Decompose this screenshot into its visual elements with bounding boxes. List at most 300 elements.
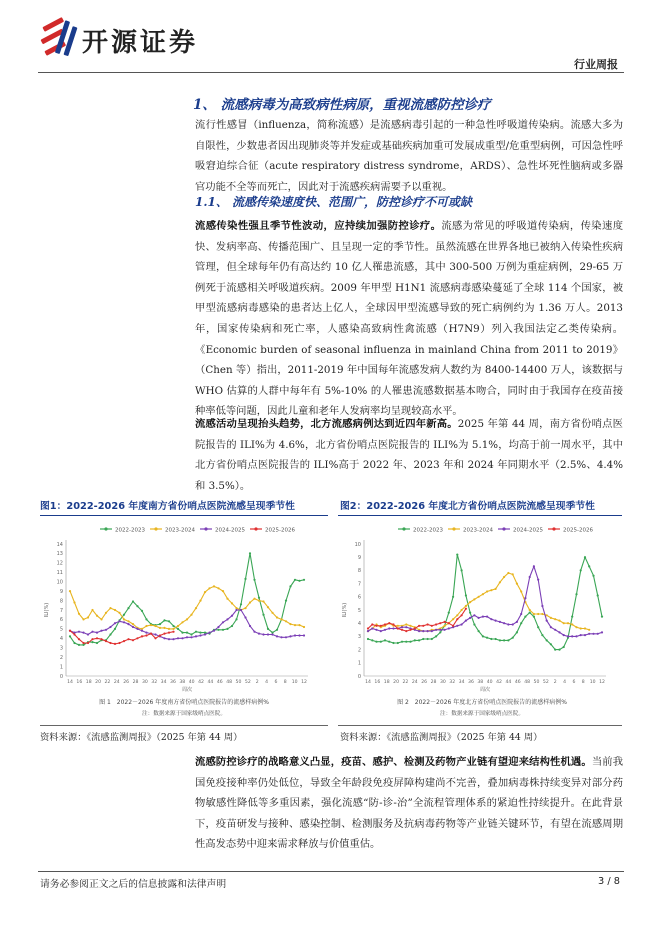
legend-label: 2023-2024 xyxy=(463,527,493,534)
document-type: 行业周报 xyxy=(574,58,618,71)
data-point xyxy=(213,630,215,632)
data-point xyxy=(258,600,260,602)
data-point xyxy=(69,630,71,632)
x-tick-label: 42 xyxy=(198,680,204,685)
data-point xyxy=(141,610,143,612)
data-point xyxy=(401,629,403,631)
data-point xyxy=(289,585,291,587)
data-point xyxy=(367,630,369,632)
data-point xyxy=(495,620,497,622)
chart-2-note: 注：数据来源于国家级哨点医院。 xyxy=(440,711,524,717)
data-point xyxy=(114,628,116,630)
x-tick-label: 10 xyxy=(291,680,298,685)
data-point xyxy=(240,603,242,605)
y-tick-label: 8 xyxy=(59,598,63,605)
x-tick-label: 34 xyxy=(458,680,465,685)
data-point xyxy=(567,622,569,624)
section-1-heading: 1、 流感病毒为高致病性病原，重视流感防控诊疗 xyxy=(193,97,491,113)
y-tick-label: 14 xyxy=(56,541,63,548)
data-point xyxy=(507,572,509,574)
data-point xyxy=(276,635,278,637)
series-2024-2025 xyxy=(367,565,603,637)
data-point xyxy=(571,635,573,637)
x-tick-label: 40 xyxy=(188,680,195,685)
data-point xyxy=(177,628,179,630)
series-line-2025-2026 xyxy=(70,631,174,644)
footer-disclaimer: 请务必参阅正文之后的信息披露和法律声明 xyxy=(40,879,227,890)
data-point xyxy=(571,623,573,625)
data-point xyxy=(276,629,278,631)
data-point xyxy=(253,598,255,600)
data-point xyxy=(405,623,407,625)
data-point xyxy=(482,635,484,637)
data-point xyxy=(294,634,296,636)
data-point xyxy=(495,588,497,590)
data-point xyxy=(380,630,382,632)
y-tick-label: 7 xyxy=(357,581,361,588)
data-point xyxy=(244,616,246,618)
data-point xyxy=(91,641,93,643)
data-point xyxy=(78,613,80,615)
data-point xyxy=(114,643,116,645)
data-point xyxy=(444,625,446,627)
data-point xyxy=(516,583,518,585)
data-point xyxy=(409,629,411,631)
data-point xyxy=(601,631,603,633)
y-tick-label: 4 xyxy=(59,636,63,643)
data-point xyxy=(276,616,278,618)
data-point xyxy=(168,638,170,640)
data-point xyxy=(512,623,514,625)
x-tick-label: 44 xyxy=(207,680,214,685)
data-point xyxy=(73,601,75,603)
data-point xyxy=(208,587,210,589)
chart-2-legend xyxy=(398,527,593,533)
data-point xyxy=(244,607,246,609)
data-point xyxy=(150,624,152,626)
data-point xyxy=(271,612,273,614)
data-point xyxy=(558,631,560,633)
paragraph-industry-body: 当前我国免疫接种率仍处低位，导致全年龄段免疫屏障构建尚不完善，叠加病毒株持续变异对部分药物敏感性降低等多重因素，强化流感“防-诊-治”全流程管理体系的紧迫性持续提升。在此背景下，疫苗研发与接种、感染控制、检测服务及抗病毒药物等产业链关键环节，有望在流感周期性高发态势中迎来需求释放与价值重估。 xyxy=(195,756,624,851)
data-point xyxy=(418,639,420,641)
figure-2-bottom-rule xyxy=(338,725,622,726)
data-point xyxy=(384,629,386,631)
data-point xyxy=(91,609,93,611)
data-point xyxy=(231,602,233,604)
x-axis-label: 周次 xyxy=(479,687,491,693)
data-point xyxy=(145,632,147,634)
x-tick-label: 16 xyxy=(374,680,381,685)
data-point xyxy=(294,579,296,581)
data-point xyxy=(546,620,548,622)
data-point xyxy=(550,626,552,628)
data-point xyxy=(172,625,174,627)
data-point xyxy=(177,637,179,639)
y-axis-label: ILI(%) xyxy=(44,602,50,618)
paragraph-seasonality-body: 流感为常见的呼吸道传染病，传染速度快、发病率高、传播范围广、且呈现一定的季节性。虽然流感在世界各地已被纳入传染性疾病管理，但全球每年仍有高达约 10 亿人罹患流感，其中 300-500 万例为重症病例，29-65 万例死于流感相关呼吸道疾病。2009 年甲型 H1N1 流感病毒感染蔓延了全球 114 个国家，被甲型流感病毒感染的患者达上亿人，全球因甲型流感导致的死亡病例约为 1.36 万人。2013 年，国家传染病和死亡率，人感染高致病性禽流感（H7N9）列入我国法定乙类传染病。《Economic burden of seasonal influenza in mainland China from 2011 to 2019》（Chen 等）指出，2011-2019 年中国每年流感发病人数约为 8400-14400 万人，该数据与 WHO 估算的人群中每年有 5%-10% 的人罹患流感数据基本吻合，同时由于我国存在疫苗接种率低等问题，因此儿童和老年人发病率均呈现较高水平。 xyxy=(195,220,624,418)
y-tick-label: 7 xyxy=(59,607,63,614)
data-point xyxy=(154,637,156,639)
y-tick-label: 3 xyxy=(59,645,63,652)
data-point xyxy=(541,605,543,607)
data-point xyxy=(537,626,539,628)
data-point xyxy=(563,646,565,648)
data-point xyxy=(461,609,463,611)
series-line-2022-2023 xyxy=(70,553,304,645)
data-point xyxy=(69,590,71,592)
data-point xyxy=(231,615,233,617)
data-point xyxy=(529,612,531,614)
data-point xyxy=(516,621,518,623)
x-tick-label: 48 xyxy=(524,680,531,685)
y-tick-label: 6 xyxy=(59,617,63,624)
x-tick-label: 20 xyxy=(95,680,102,685)
data-point xyxy=(499,621,501,623)
data-point xyxy=(195,607,197,609)
data-point xyxy=(541,613,543,615)
data-point xyxy=(123,618,125,620)
data-point xyxy=(109,626,111,628)
paragraph-seasonality xyxy=(195,216,623,422)
data-point xyxy=(554,649,556,651)
data-point xyxy=(204,633,206,635)
data-point xyxy=(145,634,147,636)
data-point xyxy=(584,634,586,636)
x-tick-label: 10 xyxy=(589,680,596,685)
data-point xyxy=(123,614,125,616)
data-point xyxy=(507,623,509,625)
data-point xyxy=(478,617,480,619)
data-point xyxy=(114,609,116,611)
data-point xyxy=(150,633,152,635)
x-tick-label: 42 xyxy=(496,680,502,685)
data-point xyxy=(105,629,107,631)
data-point xyxy=(96,615,98,617)
header-divider xyxy=(38,72,624,73)
series-2023-2024 xyxy=(69,585,305,630)
x-tick-label: 28 xyxy=(132,680,139,685)
series-2023-2024 xyxy=(367,572,590,632)
data-point xyxy=(145,618,147,620)
x-tick-label: 12 xyxy=(599,680,605,685)
data-point xyxy=(431,625,433,627)
data-point xyxy=(258,633,260,635)
data-point xyxy=(405,630,407,632)
data-point xyxy=(181,632,183,634)
data-point xyxy=(222,621,224,623)
data-point xyxy=(208,632,210,634)
data-point xyxy=(516,631,518,633)
data-point xyxy=(435,629,437,631)
x-tick-label: 14 xyxy=(365,680,371,685)
data-point xyxy=(380,625,382,627)
data-point xyxy=(588,633,590,635)
data-point xyxy=(397,627,399,629)
x-tick-label: 52 xyxy=(244,680,251,685)
data-point xyxy=(529,609,531,611)
data-point xyxy=(186,636,188,638)
data-point xyxy=(172,628,174,630)
series-2025-2026 xyxy=(69,630,175,645)
x-tick-label: 40 xyxy=(486,680,493,685)
data-point xyxy=(456,614,458,616)
series-2024-2025 xyxy=(69,609,305,640)
y-tick-label: 12 xyxy=(56,560,63,567)
data-point xyxy=(244,578,246,580)
data-point xyxy=(222,629,224,631)
x-tick-label: 14 xyxy=(67,680,73,685)
data-point xyxy=(499,639,501,641)
data-point xyxy=(541,634,543,636)
data-point xyxy=(78,631,80,633)
data-point xyxy=(109,607,111,609)
x-tick-label: 50 xyxy=(533,680,540,685)
data-point xyxy=(199,632,201,634)
data-point xyxy=(473,623,475,625)
data-point xyxy=(469,601,471,603)
data-point xyxy=(409,625,411,627)
data-point xyxy=(109,633,111,635)
data-point xyxy=(190,614,192,616)
data-point xyxy=(100,630,102,632)
data-point xyxy=(132,626,134,628)
y-tick-label: 8 xyxy=(357,568,361,575)
data-point xyxy=(405,641,407,643)
data-point xyxy=(422,630,424,632)
data-point xyxy=(367,638,369,640)
x-tick-label: 28 xyxy=(430,680,437,685)
data-point xyxy=(82,642,84,644)
x-tick-label: 18 xyxy=(85,680,92,685)
x-tick-label: 50 xyxy=(235,680,242,685)
data-point xyxy=(298,634,300,636)
data-point xyxy=(145,625,147,627)
data-point xyxy=(584,627,586,629)
data-point xyxy=(294,624,296,626)
figure-1-top-rule xyxy=(40,515,328,516)
data-point xyxy=(448,627,450,629)
data-point xyxy=(418,630,420,632)
data-point xyxy=(520,613,522,615)
data-point xyxy=(132,600,134,602)
data-point xyxy=(580,627,582,629)
data-point xyxy=(456,618,458,620)
data-point xyxy=(303,634,305,636)
section-1-1-heading: 1.1、 流感传染速度快、范围广，防控诊疗不可或缺 xyxy=(195,195,473,209)
data-point xyxy=(213,585,215,587)
legend-marker xyxy=(254,527,257,530)
data-point xyxy=(452,596,454,598)
data-point xyxy=(249,625,251,627)
y-tick-label: 13 xyxy=(56,551,63,558)
data-point xyxy=(580,634,582,636)
data-point xyxy=(524,597,526,599)
data-point xyxy=(136,605,138,607)
data-point xyxy=(550,643,552,645)
legend-label: 2023-2024 xyxy=(165,527,195,534)
data-point xyxy=(392,627,394,629)
data-point xyxy=(533,565,535,567)
data-point xyxy=(388,641,390,643)
data-point xyxy=(226,598,228,600)
legend-marker xyxy=(452,527,455,530)
data-point xyxy=(533,613,535,615)
series-2022-2023 xyxy=(69,552,305,646)
data-point xyxy=(388,622,390,624)
data-point xyxy=(597,594,599,596)
data-point xyxy=(563,634,565,636)
page-number: 3 / 8 xyxy=(598,876,620,887)
data-point xyxy=(375,641,377,643)
data-point xyxy=(271,633,273,635)
data-point xyxy=(520,590,522,592)
figure-2-chart xyxy=(338,518,626,724)
data-point xyxy=(371,639,373,641)
paragraph-seasonality-lead: 流感传染性强且季节性波动，应持续加强防控诊疗。 xyxy=(195,220,442,232)
data-point xyxy=(262,600,264,602)
data-point xyxy=(154,633,156,635)
data-point xyxy=(452,618,454,620)
data-point xyxy=(172,631,174,633)
x-tick-label: 38 xyxy=(477,680,484,685)
x-tick-label: 6 xyxy=(572,680,576,685)
data-point xyxy=(584,556,586,558)
data-point xyxy=(575,635,577,637)
data-point xyxy=(473,598,475,600)
figure-2-title: 图2：2022-2026 年度北方省份哨点医院流感呈现季节性 xyxy=(340,501,595,512)
data-point xyxy=(537,579,539,581)
data-point xyxy=(592,633,594,635)
y-tick-label: 4 xyxy=(357,621,361,627)
data-point xyxy=(195,631,197,633)
data-point xyxy=(141,635,143,637)
y-tick-label: 10 xyxy=(56,579,63,586)
y-tick-label: 5 xyxy=(357,607,361,614)
data-point xyxy=(96,632,98,634)
data-point xyxy=(461,623,463,625)
data-point xyxy=(499,581,501,583)
data-point xyxy=(298,624,300,626)
series-line-2023-2024 xyxy=(368,573,589,631)
data-point xyxy=(456,625,458,627)
data-point xyxy=(524,616,526,618)
legend-label: 2025-2026 xyxy=(563,527,593,534)
data-point xyxy=(392,642,394,644)
data-point xyxy=(127,638,129,640)
data-point xyxy=(168,632,170,634)
data-point xyxy=(546,639,548,641)
legend-label: 2022-2023 xyxy=(413,527,443,534)
data-point xyxy=(118,620,120,622)
y-tick-label: 9 xyxy=(59,588,63,595)
y-tick-label: 0 xyxy=(357,673,361,680)
data-point xyxy=(422,638,424,640)
data-point xyxy=(186,632,188,634)
paragraph-industry-lead: 流感防控诊疗的战略意义凸显，疫苗、感护、检测及药物产业链有望迎来结构性机遇。 xyxy=(195,756,592,768)
data-point xyxy=(435,623,437,625)
legend-label: 2025-2026 xyxy=(265,527,295,534)
x-tick-label: 48 xyxy=(226,680,233,685)
data-point xyxy=(285,600,287,602)
data-point xyxy=(172,638,174,640)
data-point xyxy=(154,625,156,627)
data-point xyxy=(222,590,224,592)
y-tick-label: 6 xyxy=(357,594,361,601)
x-tick-label: 22 xyxy=(402,680,409,685)
data-point xyxy=(571,616,573,618)
data-point xyxy=(392,623,394,625)
y-tick-label: 5 xyxy=(59,626,63,633)
data-point xyxy=(163,619,165,621)
data-point xyxy=(575,593,577,595)
data-point xyxy=(473,614,475,616)
data-point xyxy=(439,622,441,624)
data-point xyxy=(298,580,300,582)
data-point xyxy=(127,607,129,609)
data-point xyxy=(580,569,582,571)
data-point xyxy=(444,629,446,631)
x-tick-label: 8 xyxy=(581,680,585,685)
x-tick-label: 16 xyxy=(76,680,83,685)
x-tick-label: 26 xyxy=(421,680,428,685)
data-point xyxy=(253,579,255,581)
y-tick-label: 11 xyxy=(56,570,63,577)
legend-marker xyxy=(502,527,505,530)
x-tick-label: 2 xyxy=(255,680,259,685)
y-tick-label: 1 xyxy=(357,660,361,667)
data-point xyxy=(82,632,84,634)
data-point xyxy=(217,587,219,589)
data-point xyxy=(414,627,416,629)
figure-1-title: 图1：2022-2026 年度南方省份哨点医院流感呈现季节性 xyxy=(40,501,295,512)
x-tick-label: 22 xyxy=(104,680,111,685)
data-point xyxy=(486,590,488,592)
data-point xyxy=(168,628,170,630)
data-point xyxy=(204,632,206,634)
x-tick-label: 8 xyxy=(283,680,287,685)
y-tick-label: 10 xyxy=(354,541,361,548)
data-point xyxy=(588,565,590,567)
x-tick-label: 46 xyxy=(514,680,521,685)
data-point xyxy=(592,575,594,577)
data-point xyxy=(482,616,484,618)
data-point xyxy=(431,630,433,632)
data-point xyxy=(520,622,522,624)
x-tick-label: 4 xyxy=(265,680,269,685)
x-tick-label: 24 xyxy=(411,680,418,685)
footer-divider xyxy=(38,871,624,872)
data-point xyxy=(73,642,75,644)
data-point xyxy=(136,637,138,639)
x-tick-label: 46 xyxy=(216,680,223,685)
data-point xyxy=(375,629,377,631)
data-point xyxy=(181,621,183,623)
data-point xyxy=(414,639,416,641)
data-point xyxy=(554,629,556,631)
y-tick-label: 2 xyxy=(59,654,63,661)
data-point xyxy=(258,597,260,599)
data-point xyxy=(495,638,497,640)
series-line-2022-2023 xyxy=(368,555,602,650)
data-point xyxy=(503,639,505,641)
data-point xyxy=(503,622,505,624)
y-tick-label: 1 xyxy=(59,664,63,671)
legend-marker xyxy=(204,527,207,530)
data-point xyxy=(159,623,161,625)
data-point xyxy=(371,623,373,625)
data-point xyxy=(554,618,556,620)
data-point xyxy=(199,600,201,602)
